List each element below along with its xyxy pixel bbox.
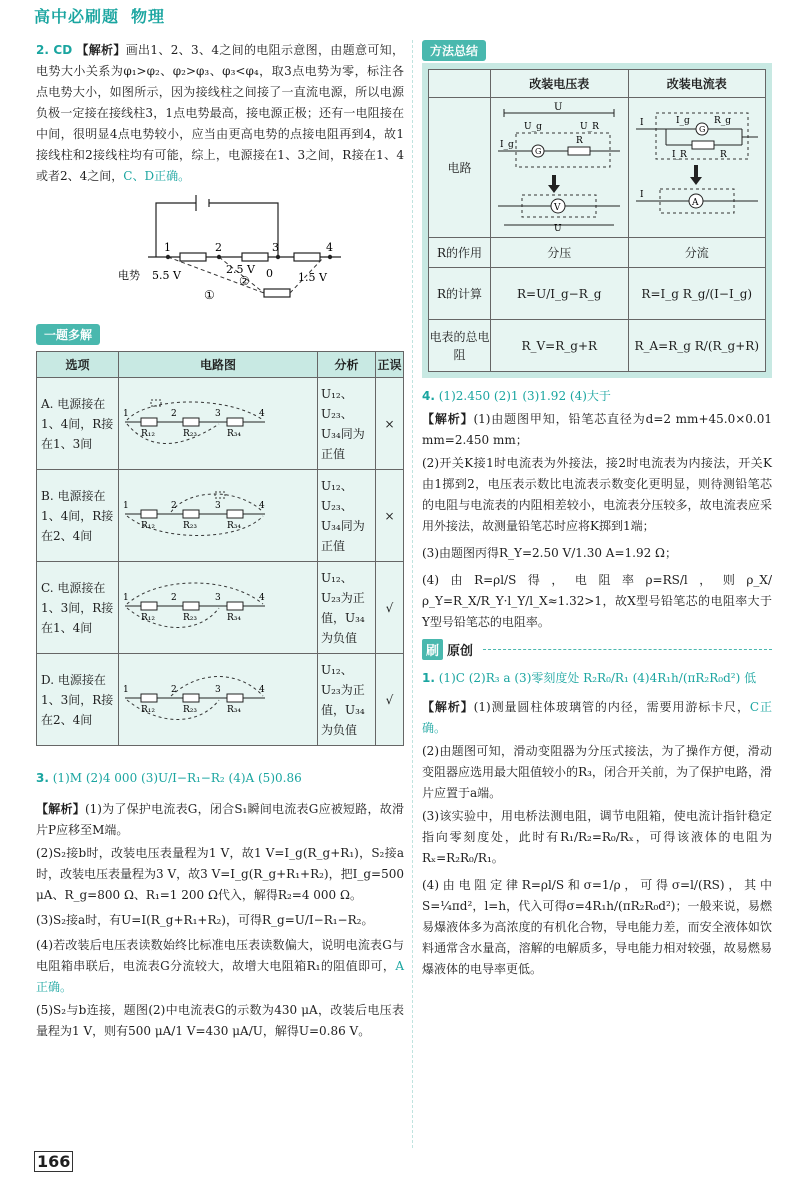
label-G: G xyxy=(535,147,542,156)
fangfa-box xyxy=(422,63,772,378)
label-R: R xyxy=(719,150,727,160)
yiti-tag: 一题多解 xyxy=(36,324,100,345)
q1-p3: (3)该实验中，用电桥法测电阻，调节电阻箱，使电流计指针稳定指向零刻度处，此时有R₁/R₂=R₀/Rₓ，可得该液体的电阻为Rₓ=R₂R₀/R₁。 xyxy=(422,809,772,865)
q3-p4-text: (4)若改装后电压表读数始终比标准电压表读数偏大，说明电流表G与电阻箱串联后，电流表G分流较大，故增大电阻箱R₁的阻值即可， xyxy=(36,938,404,973)
fangfa-row3-volt: R=U/I_g−R_g xyxy=(491,268,629,320)
q3-p2: (2)S₂接b时，改装电压表量程为1 V，故1 V=I_g(R_g+R₁)，S₂接a时，改装电压表量程为3 V，故3 V=I_g(R_g+R₁+R₂)，把I_g=500 μA、R_g=800 Ω、R₁=1 200 Ω代入，解得R₂=4 000 Ω。 xyxy=(36,846,404,902)
q2-number: 2. CD xyxy=(36,43,73,57)
yiti-circuit-b xyxy=(119,470,318,562)
node-label: 2 xyxy=(171,501,177,511)
fangfa-row2-volt: 分压 xyxy=(491,238,629,268)
label-A: A xyxy=(691,198,699,208)
voltmeter-circuit-diagram xyxy=(494,99,624,233)
q4-p3: (3)由题图丙得R_Y=2.50 V/1.30 A=1.92 Ω； xyxy=(422,546,677,560)
resistor-label: R₁₂ xyxy=(141,613,155,623)
resistor-label: R₃₄ xyxy=(227,521,241,531)
brush-icon: 刷 xyxy=(422,639,443,660)
node-label: 4 xyxy=(259,409,265,419)
label-I: I xyxy=(639,118,644,128)
q1-p1-answer: C正确。 xyxy=(422,700,773,735)
yiti-analysis-a: U₁₂、U₂₃、U₃₄同为正值 xyxy=(318,378,376,470)
fangfa-row xyxy=(429,238,766,268)
q3-block xyxy=(36,768,404,1042)
yiti-header-row xyxy=(37,352,404,378)
yuanchuang-header xyxy=(422,639,772,660)
node-label: 4 xyxy=(259,501,265,511)
fangfa-row3-amm: R=I_g R_g/(I−I_g) xyxy=(628,268,766,320)
yiti-result-c: √ xyxy=(376,562,404,654)
q4-p1-text: (1)由题图甲知，铅笔芯直径为d=2 mm+45.0×0.01 mm=2.450 mm； xyxy=(422,412,772,447)
q3-p3: (3)S₂接a时，有U=I(R_g+R₁+R₂)，可得R_g=U/I−R₁−R₂。 xyxy=(36,913,374,927)
q1-answer-line xyxy=(422,668,772,689)
page-number xyxy=(34,1152,73,1171)
circuit-c xyxy=(119,564,269,648)
subject-title: 物理 xyxy=(131,7,166,26)
fangfa-header-row xyxy=(429,70,766,98)
yiti-analysis-c: U₁₂、U₂₃为正值，U₃₄为负值 xyxy=(318,562,376,654)
circuit-d xyxy=(119,656,269,740)
q1-block xyxy=(422,668,772,980)
q4-answer: (1)2.450 (2)1 (3)1.92 (4)大于 xyxy=(438,389,611,403)
right-column xyxy=(422,40,772,982)
fangfa-col-ammeter: 改装电流表 xyxy=(628,70,766,98)
resistor-label: R₂₃ xyxy=(183,521,197,531)
label-Ig: I_g xyxy=(500,140,515,150)
q4-p2: (2)开关K接1时电流表为外接法，接2时电流表为内接法，开关K由1掷到2，电压表示数比电流表示数变化更明显，则待测铅笔芯的电阻与电流表的内阻相差较小，电流表分压较多，故电流表应采用外接法，故测量铅笔芯时应将K掷到1端； xyxy=(422,456,772,533)
node-label: 2 xyxy=(171,593,177,603)
node-label: 2 xyxy=(171,685,177,695)
node-label: 1 xyxy=(123,409,129,419)
fangfa-row1-label: 电路 xyxy=(429,98,491,238)
yiti-result-a: × xyxy=(376,378,404,470)
label-Ig: I_g xyxy=(675,116,690,126)
q3-label: 【解析】 xyxy=(36,802,85,816)
yiti-header-option: 选项 xyxy=(37,352,119,378)
yiti-row xyxy=(37,654,404,746)
fangfa-row2-amm: 分流 xyxy=(628,238,766,268)
yiti-row xyxy=(37,470,404,562)
node-label: 1 xyxy=(123,685,129,695)
fangfa-volt-circuit xyxy=(491,98,629,238)
resistor-label: R₁₂ xyxy=(141,429,155,439)
yiti-circuit-c xyxy=(119,562,318,654)
node-label: 1 xyxy=(123,593,129,603)
label-U: U xyxy=(554,102,563,113)
q1-p1 xyxy=(422,697,772,739)
fig1-v3: 0 xyxy=(266,267,273,280)
fangfa-row3-label: R的计算 xyxy=(429,268,491,320)
q4-label: 【解析】 xyxy=(422,412,474,426)
potential-diagram xyxy=(36,189,404,319)
fig1-v2: 2.5 V xyxy=(226,263,255,276)
resistor-label: R₂₃ xyxy=(183,613,197,623)
fig1-v4: 1.5 V xyxy=(298,271,327,284)
yuanchuang-title: 原创 xyxy=(447,644,474,659)
q3-p4-answer: A正确。 xyxy=(36,959,404,994)
q4-p4: (4)由R=ρl/S得，电阻率ρ=RS/l，则ρ_X/ρ_Y=R_X/R_Y·l_Y/l_X≈1.32>1，故X型号铅笔芯的电阻率大于Y型号铅笔芯的电阻率。 xyxy=(422,573,772,629)
fig1-node3: 3 xyxy=(272,241,279,254)
column-divider xyxy=(412,40,413,1148)
fangfa-col-voltmeter: 改装电压表 xyxy=(491,70,629,98)
fangfa-row4-amm: R_A=R_g R/(R_g+R) xyxy=(628,320,766,372)
yiti-circuit-d xyxy=(119,654,318,746)
q1-answer: (1)C (2)R₃ a (3)零刻度处 R₂R₀/R₁ (4)4R₁h/(πR₂R₀d²) 低 xyxy=(438,671,757,685)
yiti-analysis-d: U₁₂、U₂₃为正值，U₃₄为负值 xyxy=(318,654,376,746)
yiti-option-b: B. 电源接在1、4间，R接在2、4间 xyxy=(37,470,119,562)
q4-p1 xyxy=(422,409,772,451)
q1-label: 【解析】 xyxy=(422,700,474,714)
yiti-header-result: 正误 xyxy=(376,352,404,378)
q3-p1-text: (1)为了保护电流表G，闭合S₁瞬间电流表G应被短路，故滑片P应移至M端。 xyxy=(36,802,404,837)
yiti-row xyxy=(37,378,404,470)
resistor-label: R₃₄ xyxy=(227,429,241,439)
label-I: I xyxy=(639,190,644,200)
yiti-row xyxy=(37,562,404,654)
yiti-section xyxy=(36,324,404,746)
label-Ug: U_g xyxy=(524,122,543,132)
yiti-option-a: A. 电源接在1、4间，R接在1、3间 xyxy=(37,378,119,470)
q2-label: 【解析】 xyxy=(76,43,126,57)
ammeter-circuit-diagram xyxy=(632,99,762,233)
label-R: R xyxy=(576,136,584,146)
resistor-label: R₁₂ xyxy=(141,705,155,715)
label-G: G xyxy=(698,125,706,134)
node-label: 2 xyxy=(171,409,177,419)
q3-answer-line xyxy=(36,768,404,789)
label-U: U xyxy=(554,224,562,233)
q1-p4: (4)由电阻定律R=ρl/S和σ=1/ρ，可得σ=l/(RS)，其中S=¼πd²，l=h，代入可得σ=4R₁h/(πR₂R₀d²)；一般来说，易燃易爆液体多为高浓度的有机化合物，导电能力差，而安全液体如饮料通常含水量高，溶解的电解质多，导电能力相对较强，故易燃易爆液体的电导率更低。 xyxy=(422,878,772,976)
fangfa-row xyxy=(429,268,766,320)
yiti-result-b: × xyxy=(376,470,404,562)
q1-number: 1. xyxy=(422,671,435,685)
q2-text: 画出1、2、3、4之间的电阻示意图，由题意可知，电势大小关系为φ₁>φ₂、φ₂>φ₃、φ₃<φ₄，取3点电势为零，标注各点电势大小，如图所示，因为接线柱之间接了一直流电源，所以电源负极一定接在接线柱3，1点电势最高，接电源正极；还有一电阻接在中间，很明显4点电势较小，应当由更高电势的点接电阻再到4，故1接线柱和2接线柱均有可能，综上，电源接在1、3之间，R接在1、4或者2、4之间， xyxy=(36,43,404,183)
fig1-node2: 2 xyxy=(215,241,222,254)
fangfa-tag: 方法总结 xyxy=(422,40,486,61)
q1-p2: (2)由题图可知，滑动变阻器为分压式接法，为了操作方便，滑动变阻器应选用最大阻值较小的R₃，闭合开关前，为了保护电路，滑片应置于a端。 xyxy=(422,744,772,800)
yiti-header-circuit: 电路图 xyxy=(119,352,318,378)
q3-p1 xyxy=(36,799,404,841)
resistor-label: R₃₄ xyxy=(227,613,241,623)
book-title: 高中必刷题 xyxy=(34,7,120,26)
fig1-circle1: ① xyxy=(204,288,215,302)
q2-answer: C、D正确。 xyxy=(123,169,191,183)
resistor-label: R₁₂ xyxy=(141,521,155,531)
q2-block xyxy=(36,40,404,187)
fangfa-table xyxy=(428,69,766,372)
q3-p4 xyxy=(36,935,404,998)
label-UR: U_R xyxy=(580,122,600,132)
q1-p1-text: (1)测量圆柱体玻璃管的内径，需要用游标卡尺， xyxy=(473,700,750,714)
yiti-table xyxy=(36,351,404,746)
left-column xyxy=(36,40,404,1044)
q3-answer: (1)M (2)4 000 (3)U/I−R₁−R₂ (4)A (5)0.86 xyxy=(52,771,302,785)
yiti-option-c: C. 电源接在1、3间，R接在1、4间 xyxy=(37,562,119,654)
node-label: 3 xyxy=(215,593,221,603)
fig1-v1: 5.5 V xyxy=(152,269,181,282)
page-number-text: 166 xyxy=(34,1151,73,1172)
resistor-label: R₂₃ xyxy=(183,429,197,439)
fangfa-row4-volt: R_V=R_g+R xyxy=(491,320,629,372)
resistor-label: R₂₃ xyxy=(183,705,197,715)
fig1-node1: 1 xyxy=(164,241,171,254)
node-label: 4 xyxy=(259,593,265,603)
q3-p5: (5)S₂与b连接，题图(2)中电流表G的示数为430 μA，改装后电压表量程为1 V，则有500 μA/1 V=430 μA/U，解得U=0.86 V。 xyxy=(36,1003,404,1038)
fangfa-row4-label: 电表的总电阻 xyxy=(429,320,491,372)
label-V: V xyxy=(554,203,561,213)
dashed-divider xyxy=(483,649,772,650)
node-label: 3 xyxy=(215,409,221,419)
node-label: 3 xyxy=(215,501,221,511)
node-label: 4 xyxy=(259,685,265,695)
yiti-option-d: D. 电源接在1、3间，R接在2、4间 xyxy=(37,654,119,746)
yiti-circuit-a xyxy=(119,378,318,470)
node-label: 3 xyxy=(215,685,221,695)
fig1-label: 电势 xyxy=(118,269,140,282)
yiti-result-d: √ xyxy=(376,654,404,746)
page-header xyxy=(34,4,165,27)
fangfa-amm-circuit xyxy=(628,98,766,238)
q3-number: 3. xyxy=(36,771,49,785)
circuit-a xyxy=(119,380,269,464)
resistor-label: R₃₄ xyxy=(227,705,241,715)
fangfa-row2-label: R的作用 xyxy=(429,238,491,268)
q4-number: 4. xyxy=(422,389,435,403)
circuit-b xyxy=(119,472,269,556)
fangfa-corner xyxy=(429,70,491,98)
label-IR: I_R xyxy=(671,150,687,160)
label-Rg: R_g xyxy=(713,116,731,126)
yiti-analysis-b: U₁₂、U₂₃、U₃₄同为正值 xyxy=(318,470,376,562)
q4-block xyxy=(422,386,772,633)
yiti-header-analysis: 分析 xyxy=(318,352,376,378)
fangfa-row-circuit xyxy=(429,98,766,238)
q4-answer-line xyxy=(422,386,772,407)
fangfa-row xyxy=(429,320,766,372)
fig1-circle2: ② xyxy=(239,274,250,288)
fig1-node4: 4 xyxy=(326,241,333,254)
node-label: 1 xyxy=(123,501,129,511)
